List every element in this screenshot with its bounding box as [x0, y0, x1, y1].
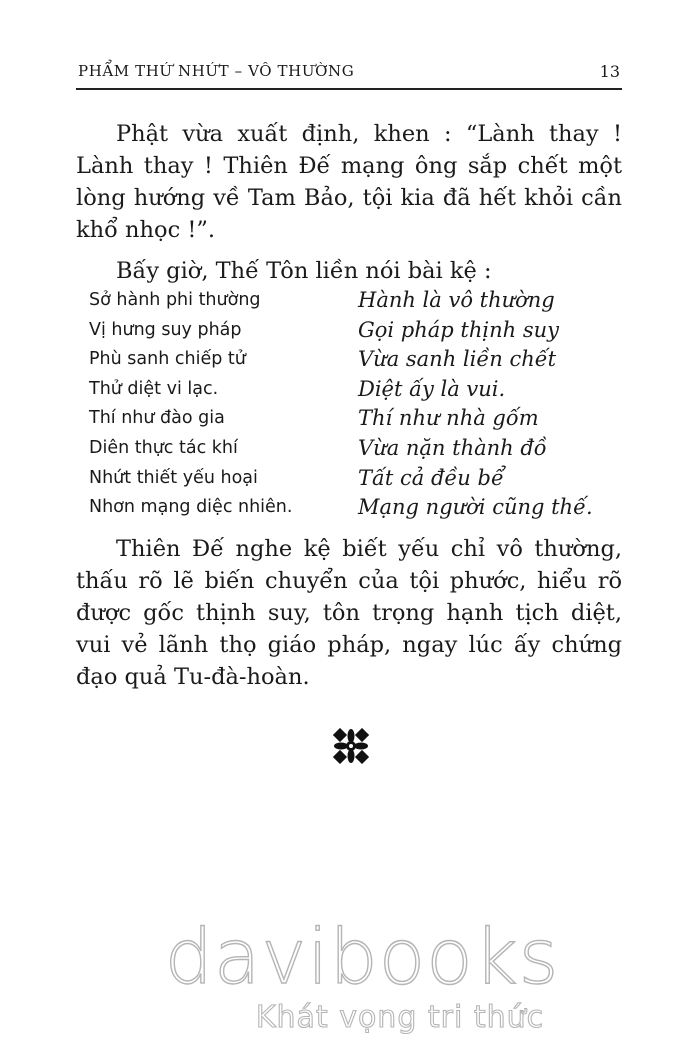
page-number: 13	[599, 62, 620, 81]
verse-table	[80, 288, 622, 525]
watermark-slogan: Khát vọng tri thức	[255, 1000, 545, 1035]
verse-original: Diên thực tác khí	[89, 437, 238, 458]
verse-translation: Vừa sanh liền chết	[358, 347, 557, 372]
verse-row	[80, 406, 622, 436]
verse-original: Thử diệt vi lạc.	[89, 378, 219, 399]
verse-original: Thí như đào gia	[89, 408, 225, 429]
verse-translation: Hành là vô thường	[358, 288, 555, 312]
verse-translation: Gọi pháp thịnh suy	[358, 317, 559, 342]
paragraph-3	[76, 533, 622, 693]
running-header	[76, 58, 622, 90]
paragraph-1-text: Phật vừa xuất định, khen : “Lành thay ! Lành thay ! Thiên Đế mạng ông sắp chết một lòng hướng về Tam Bảo, tội kia đã hết khỏi cần khổ nhọc !”.	[76, 121, 622, 243]
verse-translation: Mạng người cũng thế.	[358, 495, 593, 520]
verse-original: Sở hành phi thường	[89, 290, 261, 310]
paragraph-1	[76, 118, 622, 246]
paragraph-2-text: Bấy giờ, Thế Tôn liền nói bài kệ :	[116, 258, 492, 284]
verse-translation: Diệt ấy là vui.	[358, 376, 506, 401]
verse-row	[80, 466, 622, 496]
watermark-brand: davibooks	[164, 912, 560, 1001]
verse-original: Nhơn mạng diệc nhiên.	[89, 497, 293, 518]
paragraph-2	[76, 255, 622, 287]
verse-translation: Vừa nặn thành đồ	[358, 435, 547, 460]
flower-ornament-icon	[333, 728, 369, 764]
paragraph-3-text: Thiên Đế nghe kệ biết yếu chỉ vô thường, thấu rõ lẽ biến chuyển của tội phước, hiểu rõ được gốc thịnh suy, tôn trọng hạnh tịch diệt, vui vẻ lãnh thọ giáo pháp, ngay lúc ấy chứng đạo quả Tu-đà-hoàn.	[76, 536, 622, 690]
verse-original: Vị hưng suy pháp	[89, 319, 242, 340]
verse-original: Phù sanh chiếp tử	[89, 349, 246, 370]
verse-row	[80, 288, 622, 318]
verse-translation: Thí như nhà gốm	[358, 406, 539, 431]
verse-row	[80, 495, 622, 525]
chapter-title: PHẨM THỨ NHỨT – VÔ THƯỜNG	[78, 62, 355, 80]
verse-translation: Tất cả đều bể	[358, 465, 504, 490]
verse-row	[80, 436, 622, 466]
verse-row	[80, 347, 622, 377]
verse-row	[80, 318, 622, 348]
verse-row	[80, 377, 622, 407]
verse-original: Nhứt thiết yếu hoại	[89, 467, 258, 488]
